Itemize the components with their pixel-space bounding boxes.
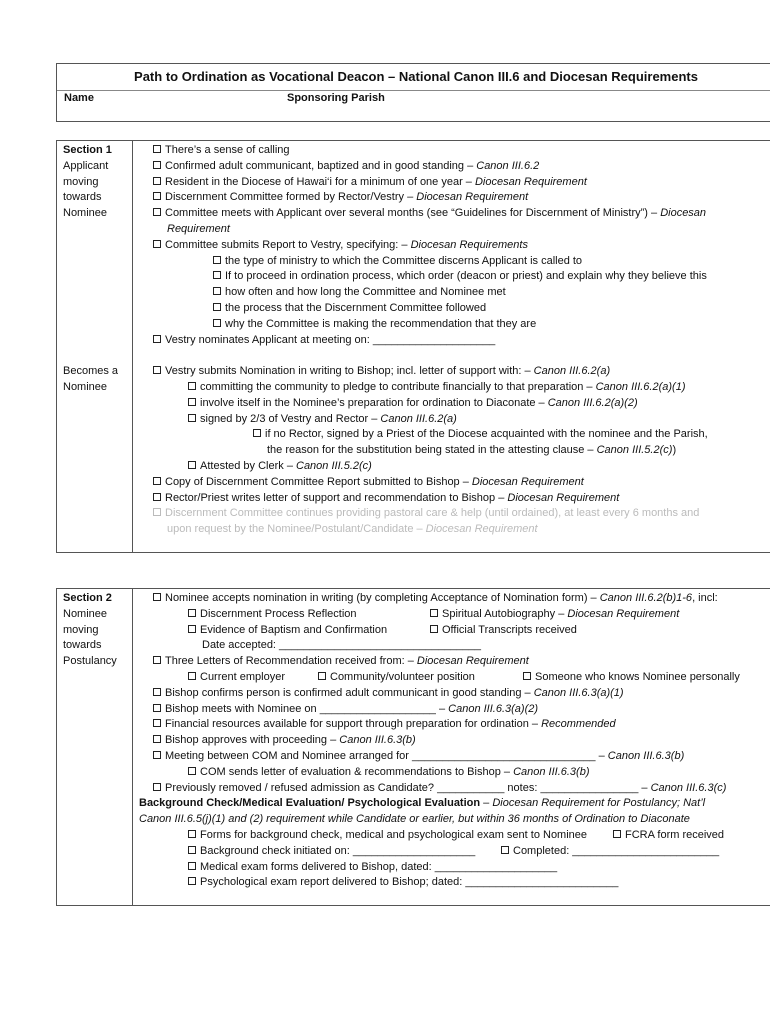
item-text: Three Letters of Recommendation received from: – bbox=[165, 655, 417, 668]
checkbox[interactable] bbox=[318, 672, 326, 680]
item-citation: Canon III.6.2(a) bbox=[533, 365, 611, 378]
item-citation: Canon III.6.2(a)(1) bbox=[595, 380, 686, 393]
section-2-item bbox=[139, 591, 770, 607]
item-text: Spiritual Autobiography – bbox=[442, 607, 568, 620]
item-text: Nominee accepts nomination in writing (by completing Acceptance of Nomination form) – bbox=[165, 592, 600, 604]
checkbox[interactable] bbox=[188, 877, 196, 885]
item-text: Vestry nominates Applicant at meeting on: ____________________ bbox=[165, 333, 496, 346]
becomes-nominee-label: Becomes a Nominee bbox=[63, 365, 119, 393]
item-text: signed by 2/3 of Vestry and Rector – bbox=[200, 412, 381, 425]
checkbox[interactable] bbox=[153, 208, 161, 216]
section-2-checklist bbox=[139, 591, 770, 891]
checkbox[interactable] bbox=[430, 609, 438, 617]
name-label: Name bbox=[64, 92, 94, 104]
checkbox[interactable] bbox=[523, 672, 531, 680]
item-citation: Canon III.5.2(c) bbox=[596, 444, 673, 457]
item-text: – bbox=[480, 797, 493, 810]
item-citation: Canon III.6.2(a)(2) bbox=[547, 396, 638, 409]
checkbox[interactable] bbox=[188, 398, 196, 406]
item-citation: Canon III.6.3(b) bbox=[339, 734, 416, 747]
item-text: if no Rector, signed by a Priest of the Diocese acquainted with the nominee and the Parish, bbox=[265, 428, 708, 441]
section-1-item bbox=[139, 222, 770, 238]
item-text: Bishop meets with Nominee on ___________________ – bbox=[165, 702, 449, 715]
section-1-item bbox=[139, 143, 770, 159]
checkbox[interactable] bbox=[153, 145, 161, 153]
checkbox[interactable] bbox=[213, 256, 221, 264]
section-2-item bbox=[139, 607, 770, 623]
section-2-item bbox=[139, 686, 770, 702]
section-2-item bbox=[139, 860, 770, 876]
section-1-item bbox=[139, 412, 770, 428]
item-text: upon request by the Nominee/Postulant/Candidate – bbox=[167, 523, 426, 536]
checkbox[interactable] bbox=[188, 846, 196, 854]
item-citation: Diocesan Requirement bbox=[507, 491, 620, 504]
item-text: Rector/Priest writes letter of support and recommendation to Bishop – bbox=[165, 491, 508, 504]
checkbox[interactable] bbox=[153, 335, 161, 343]
item-suffix: ) bbox=[672, 444, 677, 457]
section-2-item bbox=[139, 812, 770, 828]
section-2-label: Section 2 Nominee moving towards Postulancy bbox=[63, 592, 117, 668]
item-citation: Canon III.6.3(b) bbox=[607, 749, 685, 762]
item-text: There’s a sense of calling bbox=[165, 144, 290, 156]
section-1-item bbox=[139, 459, 770, 475]
item-text: Bishop approves with proceeding – bbox=[165, 734, 340, 747]
section-2-item bbox=[139, 638, 770, 654]
section-1-item bbox=[139, 206, 770, 222]
item-citation: Canon III.6.3(a)(1) bbox=[533, 686, 624, 699]
section-1-item bbox=[139, 238, 770, 254]
item-text: involve itself in the Nominee’s preparation for ordination to Diaconate – bbox=[200, 396, 548, 409]
section-2-item bbox=[139, 844, 770, 860]
section-2-item bbox=[139, 828, 770, 844]
checkbox[interactable] bbox=[253, 429, 261, 437]
checkbox[interactable] bbox=[213, 319, 221, 327]
item-citation: Diocesan bbox=[660, 207, 707, 220]
checkbox[interactable] bbox=[153, 493, 161, 501]
checkbox[interactable] bbox=[153, 656, 161, 664]
item-text: Completed: ________________________ bbox=[513, 844, 720, 857]
section-2-item bbox=[139, 749, 770, 765]
item-citation: Canon III.6.3(b) bbox=[513, 765, 590, 778]
item-citation: Diocesan Requirement bbox=[416, 655, 529, 668]
checkbox[interactable] bbox=[188, 382, 196, 390]
section-1-item bbox=[139, 317, 770, 333]
checkbox[interactable] bbox=[501, 846, 509, 854]
section-1-item bbox=[139, 427, 770, 443]
section-1-item bbox=[139, 175, 770, 191]
item-citation: Diocesan Requirement bbox=[425, 523, 538, 536]
section-2-item bbox=[139, 733, 770, 749]
item-text: Resident in the Diocese of Hawai‘i for a minimum of one year – bbox=[165, 175, 475, 188]
checkbox[interactable] bbox=[153, 783, 161, 791]
section-2-item bbox=[139, 654, 770, 670]
page-title: Path to Ordination as Vocational Deacon – National Canon III.6 and Diocesan Requirements bbox=[134, 69, 698, 84]
checkbox[interactable] bbox=[153, 719, 161, 727]
item-citation: Recommended bbox=[541, 718, 616, 731]
checkbox[interactable] bbox=[188, 625, 196, 633]
title-row bbox=[57, 64, 770, 91]
section-2-item bbox=[139, 875, 770, 891]
item-citation: Canon III.6.3(c) bbox=[650, 781, 727, 794]
checkbox[interactable] bbox=[153, 240, 161, 248]
section-2-item bbox=[139, 670, 770, 686]
section-2-item bbox=[139, 765, 770, 781]
item-text: Official Transcripts received bbox=[442, 623, 577, 636]
section-1-item bbox=[139, 522, 770, 538]
item-text: Committee meets with Applicant over several months (see “Guidelines for Discernment of Ministry”) – bbox=[165, 207, 661, 220]
section-1-item bbox=[139, 269, 770, 285]
item-citation: Diocesan Requirement bbox=[416, 191, 529, 204]
item-text: why the Committee is making the recommendation that they are bbox=[225, 317, 537, 330]
section-1-item bbox=[139, 254, 770, 270]
section-1-item bbox=[139, 190, 770, 206]
header-box bbox=[56, 63, 770, 122]
section-2-item-column bbox=[318, 670, 475, 686]
section-1-checklist bbox=[139, 143, 770, 538]
checkbox[interactable] bbox=[213, 303, 221, 311]
item-text: Meeting between COM and Nominee arranged for ______________________________ – bbox=[165, 749, 608, 762]
item-citation: Diocesan Requirement for Postulancy; Nat’l bbox=[492, 797, 706, 810]
item-citation: Diocesan Requirement bbox=[471, 475, 584, 488]
checkbox[interactable] bbox=[188, 767, 196, 775]
section-1-item bbox=[139, 380, 770, 396]
checkbox[interactable] bbox=[188, 672, 196, 680]
item-text: Discernment Committee continues providing pastoral care & help (until ordained), at least every 6 months and bbox=[165, 507, 700, 520]
section-2-item-column bbox=[613, 828, 724, 844]
item-text: committing the community to pledge to contribute financially to that preparation – bbox=[200, 380, 596, 393]
checkbox[interactable] bbox=[153, 735, 161, 743]
item-text: Background check initiated on: ____________________ bbox=[200, 844, 476, 857]
item-text: Vestry submits Nomination in writing to Bishop; incl. letter of support with: – bbox=[165, 365, 534, 378]
item-text: If to proceed in ordination process, which order (deacon or priest) and explain why they believe this bbox=[225, 270, 707, 283]
item-text: the process that the Discernment Committee followed bbox=[225, 301, 487, 314]
item-citation: Requirement bbox=[167, 222, 230, 235]
checkbox[interactable] bbox=[153, 177, 161, 185]
checkbox[interactable] bbox=[153, 192, 161, 200]
checkbox[interactable] bbox=[188, 830, 196, 838]
section-2 bbox=[56, 588, 770, 906]
section-2-item bbox=[139, 717, 770, 733]
item-citation: Canon III.6.3(a)(2) bbox=[448, 702, 539, 715]
item-citation: Canon III.6.2(b)1-6 bbox=[599, 592, 693, 604]
item-text: Previously removed / refused admission as Candidate? ___________ notes: ________________ – bbox=[165, 781, 651, 794]
section-2-item bbox=[139, 702, 770, 718]
item-text: the reason for the substitution being stated in the attesting clause – bbox=[267, 444, 597, 457]
item-citation: Canon III.6.2 bbox=[476, 159, 540, 172]
item-citation: Canon III.6.5(j)(1) and (2) requirement while Candidate or earlier, but within 36 months of Ordination to Diaconate bbox=[139, 813, 690, 826]
section-1-item bbox=[139, 443, 770, 459]
item-citation: Diocesan Requirement bbox=[567, 607, 680, 620]
section-1-item bbox=[139, 491, 770, 507]
checkbox[interactable] bbox=[153, 688, 161, 696]
item-text: the type of ministry to which the Committee discerns Applicant is called to bbox=[225, 254, 583, 267]
section-2-item-column bbox=[523, 670, 740, 686]
item-text: Community/volunteer position bbox=[330, 670, 475, 683]
section-2-label-column bbox=[57, 589, 133, 905]
item-text: Copy of Discernment Committee Report submitted to Bishop – bbox=[165, 475, 472, 488]
checkbox[interactable] bbox=[213, 271, 221, 279]
checkbox[interactable] bbox=[153, 366, 161, 374]
item-text: Psychological exam report delivered to Bishop; dated: _________________________ bbox=[200, 876, 619, 889]
section-1-label: Section 1 Applicant moving towards Nominee bbox=[63, 144, 112, 220]
item-text: Confirmed adult communicant, baptized and in good standing – bbox=[165, 159, 477, 172]
section-2-item bbox=[139, 781, 770, 797]
section-2-item-column bbox=[501, 844, 719, 860]
checkbox[interactable] bbox=[153, 508, 161, 516]
item-citation: Diocesan Requirements bbox=[410, 238, 528, 251]
section-1-item bbox=[139, 475, 770, 491]
item-text: Discernment Process Reflection bbox=[200, 607, 357, 620]
item-text: Financial resources available for support through preparation for ordination – bbox=[165, 718, 542, 731]
item-text: Current employer bbox=[200, 670, 285, 683]
item-citation: Diocesan Requirement bbox=[474, 175, 587, 188]
item-suffix: , incl: bbox=[692, 592, 718, 604]
checkbox[interactable] bbox=[188, 414, 196, 422]
item-text: Discernment Committee formed by Rector/Vestry – bbox=[165, 191, 417, 204]
item-text: Medical exam forms delivered to Bishop, dated: ____________________ bbox=[200, 860, 558, 873]
section-1 bbox=[56, 140, 770, 553]
checkbox[interactable] bbox=[153, 477, 161, 485]
item-text: Evidence of Baptism and Confirmation bbox=[200, 623, 388, 636]
section-1-item bbox=[139, 285, 770, 301]
checkbox[interactable] bbox=[613, 830, 621, 838]
checkbox[interactable] bbox=[153, 704, 161, 712]
section-1-item bbox=[139, 348, 770, 364]
item-bold-text: Background Check/Medical Evaluation/ Psychological Evaluation bbox=[139, 797, 481, 810]
section-1-item bbox=[139, 364, 770, 380]
checkbox[interactable] bbox=[153, 593, 161, 601]
checkbox[interactable] bbox=[188, 609, 196, 617]
section-1-item bbox=[139, 301, 770, 317]
checkbox[interactable] bbox=[213, 287, 221, 295]
item-text: COM sends letter of evaluation & recommendations to Bishop – bbox=[200, 765, 514, 778]
section-1-item bbox=[139, 333, 770, 349]
checkbox[interactable] bbox=[430, 625, 438, 633]
checkbox[interactable] bbox=[188, 862, 196, 870]
section-1-item bbox=[139, 159, 770, 175]
item-text: Bishop confirms person is confirmed adult communicant in good standing – bbox=[165, 686, 534, 699]
section-2-item-column bbox=[430, 607, 679, 623]
item-text: Someone who knows Nominee personally bbox=[535, 670, 740, 683]
item-text: FCRA form received bbox=[625, 828, 725, 841]
item-text: how often and how long the Committee and Nominee met bbox=[225, 286, 506, 299]
checkbox[interactable] bbox=[153, 751, 161, 759]
item-text: Committee submits Report to Vestry, specifying: – bbox=[165, 238, 411, 251]
section-1-item bbox=[139, 506, 770, 522]
checkbox[interactable] bbox=[188, 461, 196, 469]
section-2-item-column bbox=[430, 623, 577, 639]
item-citation: Canon III.5.2(c) bbox=[296, 459, 372, 472]
section-2-item bbox=[139, 796, 770, 812]
section-1-item bbox=[139, 396, 770, 412]
section-1-label-column bbox=[57, 141, 133, 552]
section-2-item bbox=[139, 623, 770, 639]
item-citation: Canon III.6.2(a) bbox=[380, 412, 457, 425]
item-text: Attested by Clerk – bbox=[200, 459, 296, 472]
sponsoring-parish-label: Sponsoring Parish bbox=[287, 92, 385, 104]
checkbox[interactable] bbox=[153, 161, 161, 169]
item-text: Forms for background check, medical and psychological exam sent to Nominee bbox=[200, 828, 588, 841]
item-text: Date accepted: _________________________________ bbox=[202, 639, 481, 652]
